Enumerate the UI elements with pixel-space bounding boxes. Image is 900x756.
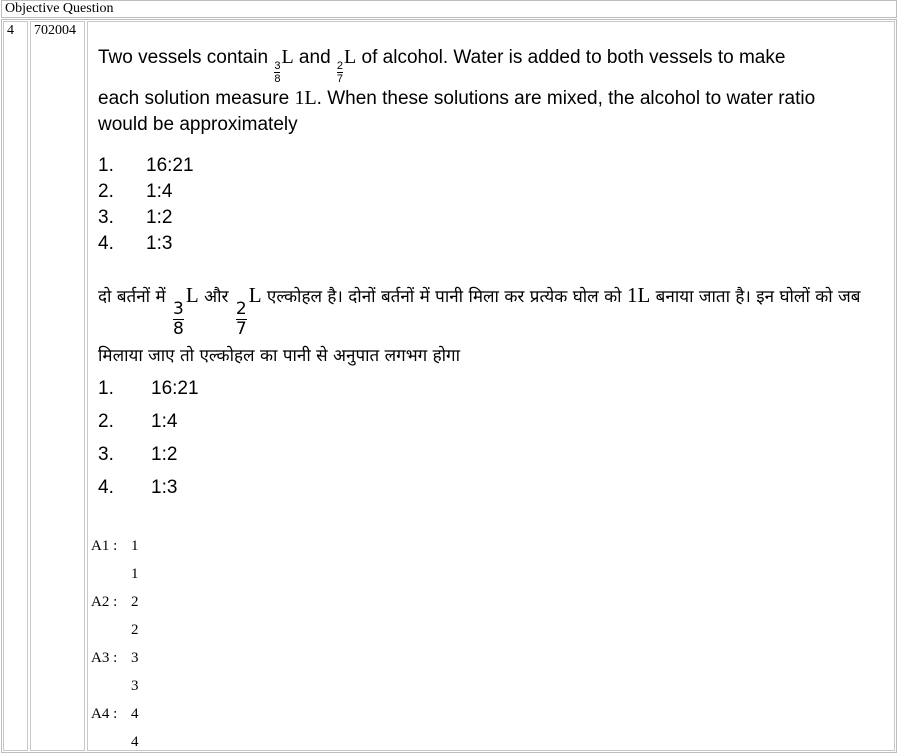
option-row: 3. 1:2 — [98, 444, 178, 465]
fraction-three-eighths: $\frac{3}{8}$ — [173, 299, 184, 339]
question-id-cell — [30, 21, 85, 751]
answer-row: 4 — [131, 734, 139, 750]
fraction-three-eighths: $\frac{3}{8}$ — [274, 60, 281, 85]
answer-row: A3 : 3 — [91, 650, 139, 666]
option-row: 2. 1:4 — [98, 411, 178, 432]
answer-row: A4 : 4 — [91, 706, 139, 722]
section-header — [1, 0, 897, 18]
section-title: Objective Question — [5, 1, 114, 16]
answer-row: 1 — [131, 566, 139, 582]
answer-row: A2 : 2 — [91, 594, 139, 610]
answer-row: 3 — [131, 678, 139, 694]
option-row: 3. 1:2 — [98, 207, 173, 228]
question-number-cell — [3, 21, 28, 751]
option-row: 4. 1:3 — [98, 477, 178, 498]
question-table — [1, 19, 897, 753]
answer-list — [91, 532, 139, 756]
answer-row: 2 — [131, 622, 139, 638]
question-number: 4 — [7, 23, 14, 38]
hindi-options — [98, 372, 199, 504]
option-row: 1. 16:21 — [98, 155, 194, 176]
option-row: 1. 16:21 — [98, 378, 199, 399]
answer-row: A1 : 1 — [91, 538, 139, 554]
fraction-two-sevenths: $\frac{2}{7}$ — [235, 299, 247, 339]
english-options — [98, 153, 194, 257]
option-row: 4. 1:3 — [98, 233, 173, 254]
english-question: Two vessels contain $\frac{3}{8}$ L and $\frac{2}{7}$ L of alcohol. Water is added to both vessels to make each solution measure 1L. When these solutions are mixed, the alcohol to water ratio would be approximately — [98, 46, 816, 135]
option-row: 2. 1:4 — [98, 181, 173, 202]
question-id: 702004 — [34, 23, 76, 38]
hindi-question: दो बर्तनों में $\frac{3}{8}$ L और $\frac{2}{7}$ L एल्कोहल है। दोनों बर्तनों में पानी मिला कर प्रत्येक घोल को 1L बनाया जाता है। इन घोलों को जब मिलाया जाए तो एल्कोहल का पानी से अनुपात लगभग होगा — [98, 283, 861, 366]
fraction-two-sevenths: $\frac{2}{7}$ — [336, 60, 344, 85]
question-content-cell — [87, 21, 895, 751]
